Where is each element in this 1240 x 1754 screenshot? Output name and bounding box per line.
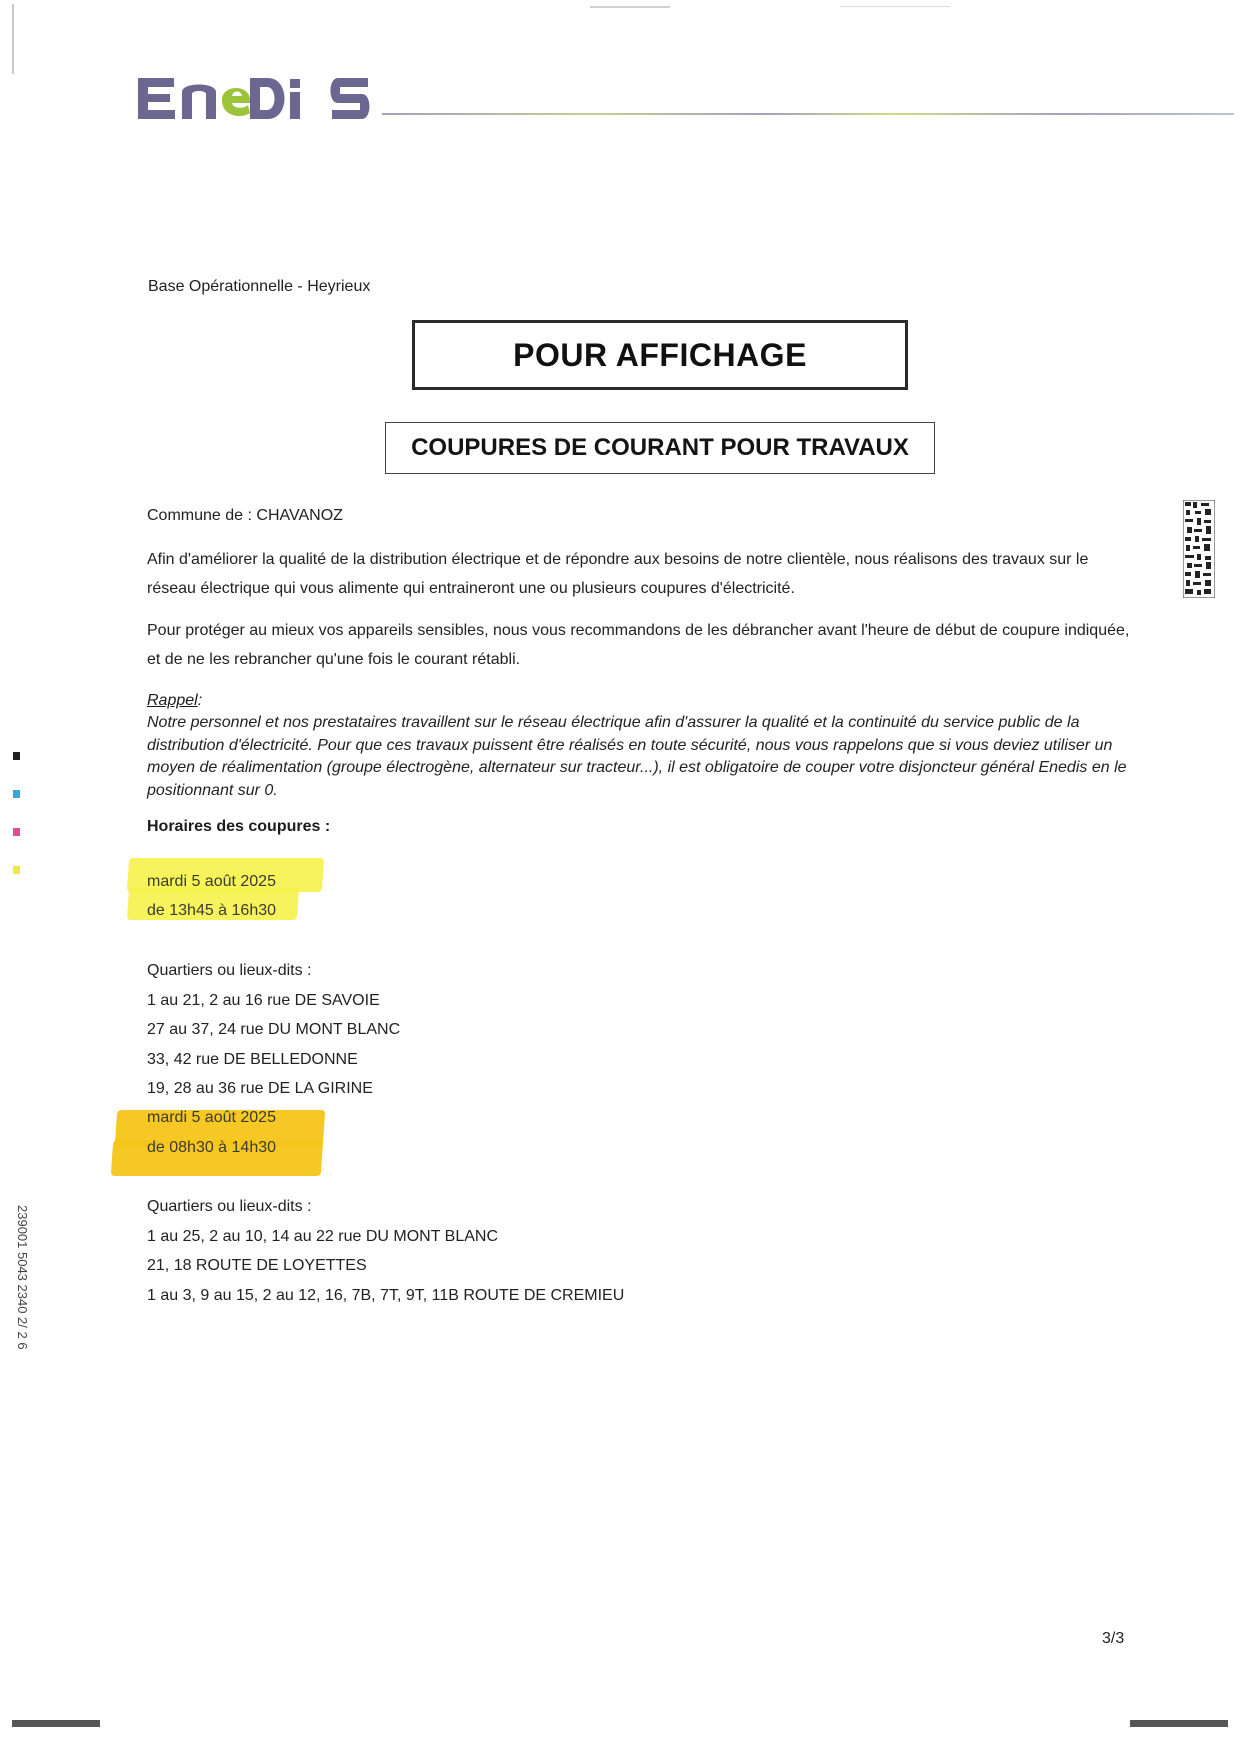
coupures-title-box (385, 422, 935, 474)
intro-paragraph-2: Pour protéger au mieux vos appareils sensibles, nous vous recommandons de les débrancher avant l'heure de début de coupure indiquée, et de ne les rebrancher qu'une fois le courant rétabli. (147, 622, 1130, 668)
horaires-label: Horaires des coupures : (147, 818, 331, 835)
location-item: 1 au 21, 2 au 16 rue DE SAVOIE (147, 992, 380, 1009)
scan-artifact-bar (12, 1720, 100, 1727)
commune-label: Commune de : CHAVANOZ (147, 507, 343, 524)
rappel-colon: : (197, 692, 203, 709)
scan-artifact-edge (12, 4, 14, 74)
registration-mark (13, 790, 20, 798)
pour-affichage-box (412, 320, 908, 390)
location-item: 27 au 37, 24 rue DU MONT BLANC (147, 1021, 401, 1038)
location-item: 1 au 25, 2 au 10, 14 au 22 rue DU MONT BLANC (147, 1228, 499, 1245)
rappel-label (147, 690, 202, 712)
location-item: 33, 42 rue DE BELLEDONNE (147, 1051, 358, 1068)
page-title: POUR AFFICHAGE (513, 336, 807, 373)
header-rule (382, 113, 1234, 115)
registration-mark (13, 866, 20, 874)
location-item: 1 au 3, 9 au 15, 2 au 12, 16, 7B, 7T, 9T, 11B ROUTE DE CREMIEU (147, 1287, 625, 1304)
coupure-time: de 08h30 à 14h30 (147, 1139, 277, 1156)
coupure-date: mardi 5 août 2025 (147, 1109, 276, 1126)
coupure-time: de 13h45 à 16h30 (147, 902, 277, 919)
coupure-date: mardi 5 août 2025 (147, 873, 276, 890)
rappel-label-text: Rappel (147, 692, 198, 709)
base-operationnelle-label: Base Opérationnelle - Heyrieux (148, 278, 371, 295)
locations-label: Quartiers ou lieux-dits : (147, 1198, 312, 1215)
intro-paragraph-1: Afin d'améliorer la qualité de la distribution électrique et de répondre aux besoins de notre clientèle, nous réalisons des travaux sur le réseau électrique qui vous alimente qui entraineront une ou plusieurs coupures d'électricité. (147, 551, 1089, 597)
location-item: 21, 18 ROUTE DE LOYETTES (147, 1257, 367, 1274)
side-print-code (0, 1205, 40, 1405)
registration-mark (13, 828, 20, 836)
scan-artifact-line (590, 6, 670, 8)
scan-artifact-line (840, 6, 950, 7)
rappel-text: Notre personnel et nos prestataires travaillent sur le réseau électrique afin d'assurer la qualité et la continuité du service public de la distribution d'électricité. Pour que ces travaux puissent être réalisés en toute sécurité, nous vous rappelons que si vous deviez utiliser un moyen de réalimentation (groupe électrogène, alternateur sur tracteur...), il est obligatoire de couper votre disjoncteur général Enedis en le positionnant sur 0. (147, 714, 1127, 799)
scan-artifact-bar (1130, 1720, 1228, 1727)
location-item: 19, 28 au 36 rue DE LA GIRINE (147, 1080, 373, 1097)
page-number: 3/3 (1102, 1630, 1125, 1647)
qr-code (1183, 500, 1215, 598)
page-subtitle: COUPURES DE COURANT POUR TRAVAUX (411, 434, 909, 461)
locations-label: Quartiers ou lieux-dits : (147, 962, 312, 979)
enedis-logo (138, 70, 378, 126)
registration-mark (13, 752, 20, 760)
side-print-code-text: 239001 5043 2340 2/ 2 6 (15, 1205, 30, 1350)
